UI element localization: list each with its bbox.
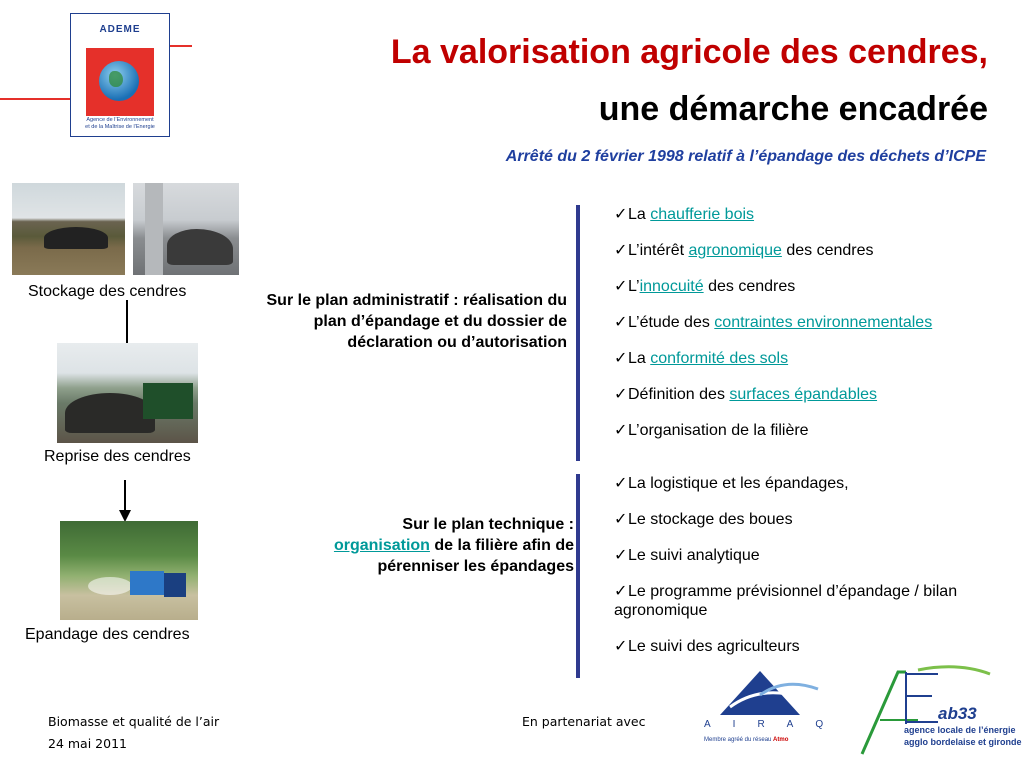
header-divider-right [170, 45, 192, 47]
check-mark-icon: ✓ [614, 350, 628, 367]
check-mark-icon: ✓ [614, 547, 628, 564]
administrative-plan-text: Sur le plan administratif : réalisation du plan d’épandage et du dossier de déclaration ou d’autorisation [266, 292, 567, 351]
admin-checklist [614, 205, 1019, 457]
check-mark-icon: ✓ [614, 422, 628, 439]
arrow-recovery-to-spreading [124, 480, 126, 510]
ale-line1: agence locale de l’énergie [904, 725, 1016, 735]
check-mark-icon: ✓ [614, 314, 628, 331]
check-mark-icon: ✓ [614, 386, 628, 403]
ademe-logo-square [86, 48, 154, 116]
list-item: ✓Définition des surfaces épandables [614, 386, 878, 403]
check-mark-icon: ✓ [614, 583, 628, 600]
photo-ash-storage-field [12, 183, 125, 275]
footer-partner-text: En partenariat avec [522, 714, 646, 729]
ademe-logo-name: ADEME [99, 24, 141, 35]
page-title-line2: une démarche encadrée [598, 90, 988, 128]
photo-ash-storage-bunker [133, 183, 239, 275]
technical-plan-text: Sur le plan technique : organisation de la filière afin de pérenniser les épandages [333, 516, 574, 575]
photo-ash-spreading [60, 521, 198, 620]
contraintes-environnementales-link[interactable]: contraintes environnementales [714, 314, 933, 331]
page-title-line1: La valorisation agricole des cendres, [390, 33, 988, 71]
list-item: ✓L’organisation de la filière [614, 422, 809, 439]
list-item: ✓La conformité des sols [614, 350, 789, 367]
technical-checklist [614, 474, 1019, 673]
globe-icon [99, 61, 139, 101]
admin-divider-bar [576, 205, 580, 461]
ale-mark: ab33 [938, 704, 977, 723]
check-mark-icon: ✓ [614, 242, 628, 259]
airaq-member-text: Membre agréé du réseau Atmo [704, 737, 789, 743]
conformite-des-sols-link[interactable]: conformité des sols [650, 350, 789, 367]
chaufferie-bois-link[interactable]: chaufferie bois [650, 206, 755, 223]
list-item: ✓La chaufferie bois [614, 206, 755, 223]
innocuite-link[interactable]: innocuité [639, 278, 704, 295]
header-divider-left [0, 98, 70, 100]
ademe-logo-subtitle: Agence de l’Environnement et de la Maîtrise de l’Energie [85, 117, 155, 130]
caption-recovery: Reprise des cendres [44, 448, 191, 465]
ale-line2: agglo bordelaise et gironde [904, 737, 1022, 747]
arrow-storage-to-recovery [126, 300, 128, 346]
page-subtitle: Arrêté du 2 février 1998 relatif à l’épandage des déchets d’ICPE [505, 148, 986, 165]
surfaces-epandables-link[interactable]: surfaces épandables [729, 386, 878, 403]
list-item: ✓L’intérêt agronomique des cendres [614, 242, 874, 259]
list-item: ✓Le suivi analytique [614, 547, 760, 564]
footer-date: 24 mai 2011 [48, 736, 127, 751]
technical-divider-bar [576, 474, 580, 678]
footer-event: Biomasse et qualité de l’air [48, 714, 220, 729]
ale-logo [858, 664, 1022, 760]
agronomique-link[interactable]: agronomique [688, 242, 782, 259]
check-mark-icon: ✓ [614, 278, 628, 295]
list-item: ✓Le programme prévisionnel d’épandage / bilan agronomique [614, 583, 958, 619]
list-item: ✓L’innocuité des cendres [614, 278, 796, 295]
photo-ash-recovery [57, 343, 198, 443]
check-mark-icon: ✓ [614, 638, 628, 655]
check-mark-icon: ✓ [614, 511, 628, 528]
ademe-logo [70, 13, 170, 137]
check-mark-icon: ✓ [614, 206, 628, 223]
list-item: ✓Le stockage des boues [614, 511, 793, 528]
airaq-logo [700, 667, 846, 749]
list-item: ✓L’étude des contraintes environnementales [614, 314, 933, 331]
airaq-emblem-icon [700, 667, 840, 719]
caption-spreading: Epandage des cendres [25, 626, 190, 643]
airaq-letters: AIRAQ [704, 719, 846, 730]
organisation-link[interactable]: organisation [333, 537, 430, 554]
list-item: ✓La logistique et les épandages, [614, 475, 849, 492]
list-item: ✓Le suivi des agriculteurs [614, 638, 800, 655]
caption-storage: Stockage des cendres [28, 283, 187, 300]
check-mark-icon: ✓ [614, 475, 628, 492]
